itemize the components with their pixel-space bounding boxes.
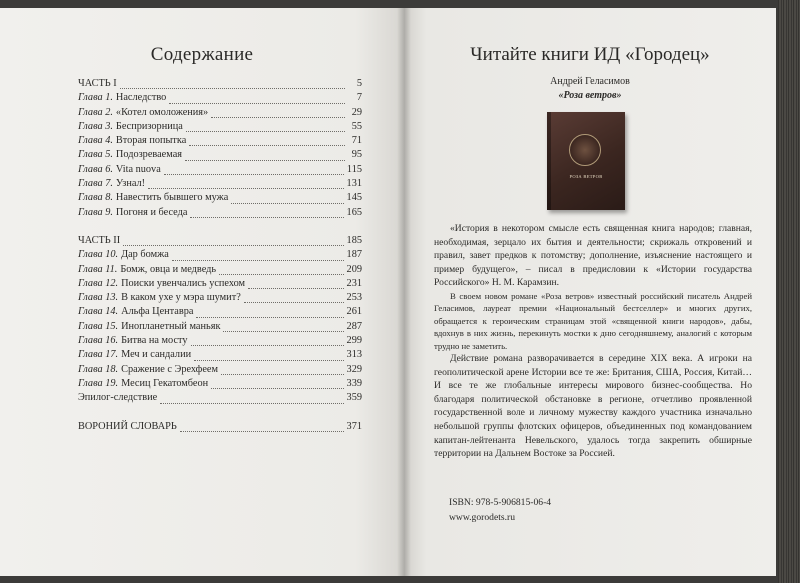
- toc-chapter-number: Глава 12.: [78, 277, 119, 289]
- toc-entry-title: Vita nuova: [115, 163, 161, 175]
- description-paragraph: Действие романа разворачивается в середине XIX века. А игроки на геополитической арене Истории все те же: Британия, США, Россия, Китай… И все те же глобальные интересы мирового бизнес-сообщества. Но благодаря политической обстановке в регионе, отчетливо проявленной государственной воле и личному мужеству каждого участника изначально небольшой группы флотских офицеров, объединенных под командованием капитан-лейтенанта Невельского, удалось тогда закрепить обширные территории на Дальнем Востоке за Россией.: [434, 353, 752, 460]
- toc-entry-title: Альфа Центавра: [121, 306, 194, 318]
- toc-leader-dots: [196, 316, 343, 318]
- toc-page-number: 231: [346, 277, 362, 289]
- toc-entry: [78, 349, 362, 363]
- toc-leader-dots: [160, 402, 343, 404]
- book-description: [434, 222, 752, 461]
- toc-chapter-number: Глава 14.: [78, 306, 119, 318]
- toc-page-number: 165: [346, 206, 362, 218]
- toc-page-number: 329: [346, 363, 362, 375]
- toc-page-number: 5: [356, 78, 362, 89]
- toc-leader-dots: [221, 373, 344, 375]
- toc-page-number: 187: [346, 249, 362, 261]
- table-of-contents: [78, 78, 362, 435]
- toc-page-number: 95: [351, 149, 362, 161]
- toc-chapter-number: Глава 5.: [78, 149, 113, 161]
- toc-page-number: 185: [346, 234, 362, 246]
- right-page: [404, 8, 776, 576]
- toc-entry-title: Поиски увенчались успехом: [121, 277, 246, 289]
- toc-entry: [78, 149, 362, 163]
- toc-entry-title: Вторая попытка: [115, 135, 187, 147]
- toc-entry-title: Инопланетный маньяк: [121, 320, 221, 332]
- toc-leader-dots: [211, 387, 343, 389]
- advert-title: Читайте книги ИД «Городец»: [470, 44, 710, 65]
- toc-leader-dots: [164, 173, 344, 175]
- toc-entry: [78, 121, 362, 135]
- toc-entry: [78, 178, 362, 192]
- toc-entry: [78, 164, 362, 178]
- toc-chapter-number: Глава 19.: [78, 377, 119, 389]
- toc-entry-title: Месиц Гекатомбеон: [121, 377, 209, 389]
- toc-page-number: 145: [346, 192, 362, 204]
- toc-page-number: 55: [351, 120, 362, 132]
- toc-entry: [78, 292, 362, 306]
- toc-entry: [78, 278, 362, 292]
- description-paragraph: В своем новом романе «Роза ветров» известный российский писатель Андрей Геласимов, лауреат премии «Национальный бестселлер» и многих других, обращается к героическим страницам этой «священной книги народов», дабы, вдохнув в них жизнь, перекинуть мостки к дню сегодняшнему, аналогий с которым трудно не заметить.: [434, 290, 752, 351]
- toc-leader-dots: [211, 116, 345, 118]
- toc-leader-dots: [191, 344, 344, 346]
- toc-chapter-number: Глава 1.: [78, 92, 113, 104]
- toc-page-number: 299: [346, 335, 362, 347]
- toc-leader-dots: [190, 216, 343, 218]
- toc-leader-dots: [223, 330, 343, 332]
- toc-entry-title: Наследство: [115, 92, 167, 104]
- toc-chapter-number: Глава 10.: [78, 249, 119, 261]
- toc-entry-title: Сражение с Эрехфеем: [121, 363, 218, 375]
- toc-chapter-number: Глава 8.: [78, 192, 113, 204]
- toc-entry-title: ЧАСТЬ II: [78, 234, 121, 246]
- toc-entry-title: Беспризорница: [115, 120, 183, 132]
- toc-chapter-number: Глава 13.: [78, 292, 119, 304]
- toc-leader-dots: [120, 87, 345, 89]
- toc-entry-title: Навестить бывшего мужа: [115, 192, 229, 204]
- book-spine-shadow: [397, 8, 411, 576]
- toc-entry: [78, 421, 362, 435]
- toc-spacer: [78, 407, 362, 421]
- toc-chapter-number: Глава 16.: [78, 335, 119, 347]
- toc-leader-dots: [169, 102, 345, 104]
- toc-entry-title: Погоня и беседа: [115, 206, 188, 218]
- toc-leader-dots: [244, 301, 344, 303]
- toc-chapter-number: Глава 15.: [78, 320, 119, 332]
- cover-spine: [547, 112, 551, 210]
- toc-leader-dots: [180, 430, 344, 432]
- toc-page-number: 209: [346, 263, 362, 275]
- toc-entry-title: Битва на мосту: [121, 335, 188, 347]
- toc-entry-title: ЧАСТЬ I: [78, 78, 117, 89]
- toc-entry: [78, 378, 362, 392]
- toc-leader-dots: [231, 202, 343, 204]
- toc-page-number: 115: [346, 163, 362, 175]
- toc-leader-dots: [194, 359, 343, 361]
- toc-entry: [78, 135, 362, 149]
- toc-leader-dots: [186, 130, 345, 132]
- toc-page-number: 371: [346, 420, 362, 432]
- toc-chapter-number: Глава 11.: [78, 263, 118, 275]
- book-cover-image: [547, 112, 625, 210]
- book-author: Андрей Геласимов: [550, 76, 630, 87]
- toc-entry: [78, 321, 362, 335]
- toc-entry: [78, 249, 362, 263]
- toc-entry-title: ВОРОНИЙ СЛОВАРЬ: [78, 420, 177, 432]
- toc-chapter-number: Глава 18.: [78, 363, 119, 375]
- toc-leader-dots: [248, 287, 343, 289]
- toc-chapter-number: Глава 4.: [78, 135, 113, 147]
- toc-chapter-number: Глава 9.: [78, 206, 113, 218]
- toc-page-number: 253: [346, 292, 362, 304]
- cover-title: РОЗА ВЕТРОВ: [569, 174, 603, 179]
- toc-entry-title: Меч и сандалии: [121, 349, 192, 361]
- toc-leader-dots: [185, 159, 345, 161]
- toc-leader-dots: [148, 187, 343, 189]
- compass-rose-emblem-icon: [569, 134, 601, 166]
- toc-entry: [78, 335, 362, 349]
- toc-leader-dots: [172, 259, 344, 261]
- toc-entry: [78, 364, 362, 378]
- toc-entry-title: Дар бомжа: [121, 249, 169, 261]
- toc-page-number: 359: [346, 392, 362, 404]
- toc-chapter-number: Глава 7.: [78, 178, 113, 190]
- toc-entry: [78, 207, 362, 221]
- publisher-website: www.gorodets.ru: [449, 512, 515, 523]
- toc-chapter-number: Глава 6.: [78, 163, 113, 175]
- toc-entry: [78, 306, 362, 320]
- toc-leader-dots: [189, 144, 345, 146]
- isbn: ISBN: 978-5-906815-06-4: [449, 497, 552, 508]
- toc-page-number: 7: [356, 92, 362, 104]
- toc-page-number: 29: [351, 106, 362, 118]
- toc-page-number: 313: [346, 349, 362, 361]
- toc-entry: [78, 235, 362, 249]
- toc-chapter-number: Глава 17.: [78, 349, 119, 361]
- toc-page-number: 71: [351, 135, 362, 147]
- toc-page-number: 339: [346, 377, 362, 389]
- toc-entry: [78, 78, 362, 92]
- toc-entry: [78, 264, 362, 278]
- toc-entry: [78, 192, 362, 206]
- toc-entry-title: В каком ухе у мэра шумит?: [121, 292, 241, 304]
- toc-page-number: 287: [346, 320, 362, 332]
- book-edge: [778, 0, 800, 583]
- toc-chapter-number: Глава 2.: [78, 106, 113, 118]
- toc-entry: [78, 92, 362, 106]
- toc-entry: [78, 392, 362, 406]
- toc-page-number: 131: [346, 178, 362, 190]
- toc-entry-title: Подозреваемая: [115, 149, 183, 161]
- toc-leader-dots: [219, 273, 343, 275]
- toc-leader-dots: [123, 244, 343, 246]
- toc-entry-title: «Котел омоложения»: [115, 106, 209, 118]
- toc-title: Содержание: [150, 44, 254, 65]
- toc-entry-title: Бомж, овца и медведь: [120, 263, 217, 275]
- description-paragraph: «История в некотором смысле есть священная книга народов; главная, необходимая, зерцало их бытия и деятельности; скрижаль откровений и правил, завет предков к потомству; дополнение, изъяснение настоящего и пример будущего», – писал в предисловии к «Истории государства Российского» Н. М. Карамзин.: [434, 223, 752, 289]
- toc-entry-title: Эпилог-следствие: [78, 392, 158, 404]
- book-title: «Роза ветров»: [558, 90, 622, 101]
- toc-entry-title: Узнал!: [115, 178, 146, 190]
- toc-spacer: [78, 221, 362, 235]
- toc-entry: [78, 107, 362, 121]
- toc-page-number: 261: [346, 306, 362, 318]
- left-page: [0, 8, 404, 576]
- toc-chapter-number: Глава 3.: [78, 120, 113, 132]
